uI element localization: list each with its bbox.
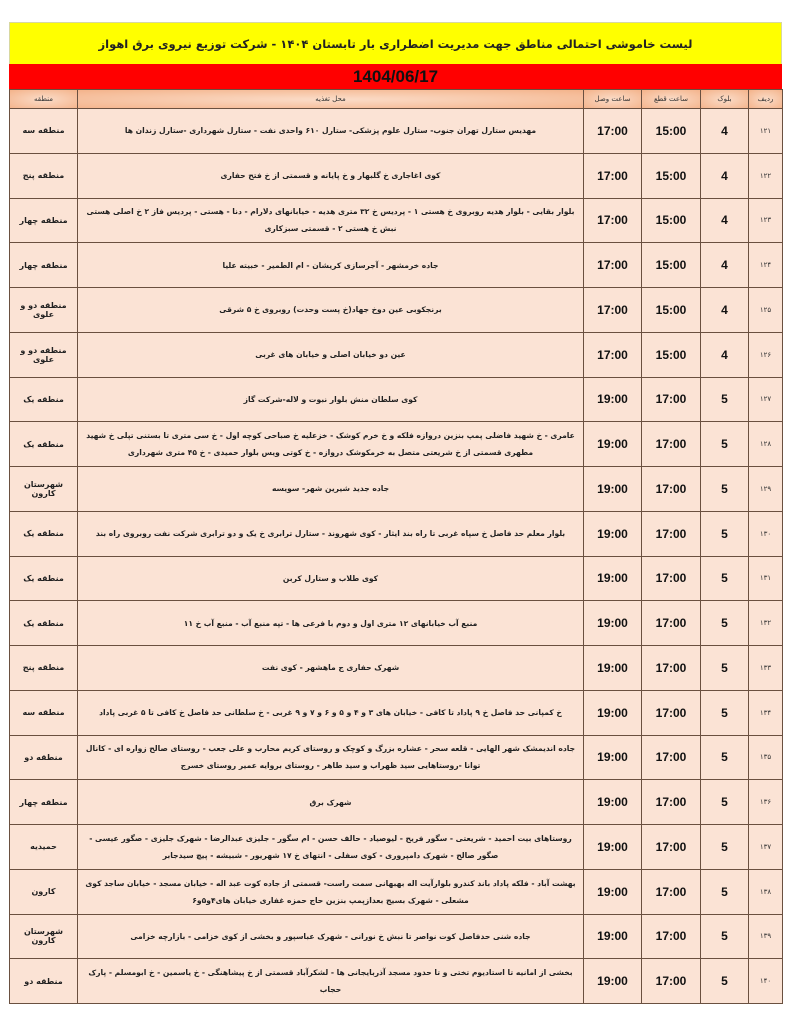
table-cell-cut-time: 17:00 [642, 780, 701, 825]
table-cell-connect-time: 19:00 [584, 869, 642, 914]
table-cell-block: 4 [701, 153, 749, 198]
table-row [10, 198, 783, 243]
table-cell-region: منطقه چهار [10, 198, 78, 243]
table-cell-block: 4 [701, 109, 749, 154]
header-block: بلوک [701, 90, 749, 109]
table-row [10, 467, 783, 512]
table-cell-row: ۱۳۴ [749, 690, 783, 735]
table-cell-connect-time: 19:00 [584, 601, 642, 646]
table-cell-location: بخشی از امانیه تا استادیوم تختی و تا حدود مسجد آذربایجانی ها - لشکرآباد قسمتی از خ پیشاهنگی - خ یاسمین - خ ابومسلم - پارک حجاب [78, 959, 584, 1004]
table-cell-row: ۱۳۷ [749, 825, 783, 870]
table-cell-cut-time: 17:00 [642, 959, 701, 1004]
table-cell-connect-time: 17:00 [584, 198, 642, 243]
table-cell-connect-time: 17:00 [584, 109, 642, 154]
table-cell-region: منطقه سه [10, 690, 78, 735]
sheet-date: 1404/06/17 [9, 64, 782, 89]
table-cell-row: ۱۲۴ [749, 243, 783, 288]
table-cell-location: عین دو خیابان اصلی و خیابان های غربی [78, 332, 584, 377]
table-cell-row: ۱۲۵ [749, 288, 783, 333]
table-row [10, 377, 783, 422]
header-region: منطقه [10, 90, 78, 109]
table-cell-region: شهرستان کارون [10, 914, 78, 959]
table-cell-location: کوی طلاب و ستارل کربن [78, 556, 584, 601]
table-cell-connect-time: 19:00 [584, 467, 642, 512]
table-cell-region: منطقه دو [10, 735, 78, 780]
table-cell-connect-time: 19:00 [584, 825, 642, 870]
table-cell-region: منطقه دو و علوی [10, 288, 78, 333]
table-cell-cut-time: 17:00 [642, 646, 701, 691]
table-row [10, 735, 783, 780]
table-cell-location: روستاهای بیت احمید - شریعتی - سگور فریح - لیوصیاد - حالف حسن - ام سگور - جلیزی عبدالرضا - شهرک جلیزی - صگور عیسی - صگور صالح - شهرک دامپروری - کوی سفلی - انتهای خ ۱۷ شهریور - شبیشه - پیچ سیدجابر [78, 825, 584, 870]
table-cell-location: منبع آب خیابانهای ۱۲ متری اول و دوم با فرعی ها - تپه منبع آب - منبع آب خ ۱۱ [78, 601, 584, 646]
table-cell-region: منطقه دو [10, 959, 78, 1004]
table-cell-connect-time: 19:00 [584, 780, 642, 825]
table-cell-connect-time: 19:00 [584, 556, 642, 601]
table-row [10, 869, 783, 914]
table-row [10, 243, 783, 288]
header-location: محل تغذیه [78, 90, 584, 109]
table-cell-cut-time: 17:00 [642, 377, 701, 422]
table-cell-cut-time: 15:00 [642, 288, 701, 333]
table-cell-connect-time: 19:00 [584, 959, 642, 1004]
table-cell-connect-time: 17:00 [584, 153, 642, 198]
table-cell-region: منطقه پنج [10, 153, 78, 198]
table-cell-row: ۱۲۱ [749, 109, 783, 154]
table-cell-cut-time: 15:00 [642, 332, 701, 377]
table-cell-region: منطقه چهار [10, 780, 78, 825]
table-row [10, 780, 783, 825]
table-cell-location: کوی سلطان منش بلوار نبوت و لاله-شرکت گاز [78, 377, 584, 422]
table-cell-connect-time: 19:00 [584, 422, 642, 467]
table-cell-row: ۱۲۷ [749, 377, 783, 422]
table-cell-block: 5 [701, 646, 749, 691]
table-row [10, 825, 783, 870]
table-cell-region: کارون [10, 869, 78, 914]
table-cell-cut-time: 17:00 [642, 556, 701, 601]
table-row [10, 422, 783, 467]
table-cell-location: کوی اغاجاری خ گلبهار و خ پایانه و قسمتی از خ فتح حفاری [78, 153, 584, 198]
header-connect-time: ساعت وصل [584, 90, 642, 109]
table-cell-row: ۱۳۶ [749, 780, 783, 825]
table-cell-block: 5 [701, 959, 749, 1004]
table-row [10, 153, 783, 198]
table-cell-block: 5 [701, 422, 749, 467]
table-cell-location: برنجکوبی عین دوخ جهاد(خ پست وحدت) روبروی خ ۵ شرقی [78, 288, 584, 333]
table-cell-region: منطقه یک [10, 601, 78, 646]
table-cell-cut-time: 15:00 [642, 109, 701, 154]
table-cell-row: ۱۲۲ [749, 153, 783, 198]
table-cell-connect-time: 17:00 [584, 288, 642, 333]
table-cell-cut-time: 17:00 [642, 825, 701, 870]
table-cell-region: شهرستان کارون [10, 467, 78, 512]
table-cell-row: ۱۲۶ [749, 332, 783, 377]
table-cell-cut-time: 15:00 [642, 153, 701, 198]
table-cell-cut-time: 17:00 [642, 690, 701, 735]
table-row [10, 109, 783, 154]
table-cell-block: 5 [701, 467, 749, 512]
table-row [10, 332, 783, 377]
table-cell-location: جاده اندیمشک شهر الهایی - قلعه سحر - عشاره بزرگ و کوچک و روستای کریم محارب و علی جعب - روستای صالح زواره ای - کانال توانا -روستاهایی سید ظهراب و سید طاهر - روستای بروایه عمیر روستای خسرج [78, 735, 584, 780]
table-cell-cut-time: 17:00 [642, 914, 701, 959]
table-cell-region: حمیدیه [10, 825, 78, 870]
table-cell-location: شهرک حفاری ج ماهشهر - کوی نفت [78, 646, 584, 691]
table-cell-row: ۱۳۱ [749, 556, 783, 601]
table-cell-row: ۱۲۹ [749, 467, 783, 512]
table-cell-connect-time: 19:00 [584, 690, 642, 735]
table-cell-region: منطقه سه [10, 109, 78, 154]
table-row [10, 959, 783, 1004]
table-cell-block: 5 [701, 914, 749, 959]
table-cell-connect-time: 19:00 [584, 377, 642, 422]
table-cell-connect-time: 19:00 [584, 914, 642, 959]
table-cell-row: ۱۳۲ [749, 601, 783, 646]
table-cell-location: بلوار بقایی - بلوار هدیه روبروی خ هستی ۱ - پردیس خ ۳۲ متری هدیه - خیابانهای دلارام - دنا - هستی - پردیس فاز ۲ خ اصلی هستی نبش خ هستی ۲ - قسمتی سبزکاری [78, 198, 584, 243]
table-cell-block: 4 [701, 243, 749, 288]
table-cell-connect-time: 19:00 [584, 511, 642, 556]
header-row: ردیف [749, 90, 783, 109]
table-cell-row: ۱۳۵ [749, 735, 783, 780]
table-cell-row: ۱۴۰ [749, 959, 783, 1004]
table-row [10, 646, 783, 691]
table-cell-connect-time: 17:00 [584, 243, 642, 288]
table-cell-block: 5 [701, 690, 749, 735]
table-cell-region: منطقه دو و علوی [10, 332, 78, 377]
table-cell-region: منطقه یک [10, 377, 78, 422]
outage-sheet [9, 22, 782, 1004]
table-row [10, 288, 783, 333]
table-row [10, 601, 783, 646]
sheet-title: لیست خاموشی احتمالی مناطق جهت مدیریت اضطراری بار تابستان ۱۴۰۴ - شرکت توزیع نیروی برق اهواز [9, 22, 782, 64]
table-cell-block: 5 [701, 869, 749, 914]
table-row [10, 511, 783, 556]
table-cell-block: 4 [701, 288, 749, 333]
table-cell-block: 5 [701, 825, 749, 870]
table-cell-region: منطقه یک [10, 422, 78, 467]
table-cell-row: ۱۳۹ [749, 914, 783, 959]
table-row [10, 556, 783, 601]
table-cell-cut-time: 17:00 [642, 467, 701, 512]
table-cell-cut-time: 17:00 [642, 422, 701, 467]
table-cell-cut-time: 17:00 [642, 869, 701, 914]
table-row [10, 690, 783, 735]
table-cell-block: 4 [701, 198, 749, 243]
table-cell-location: خ کمپانی حد فاصل خ ۹ پاداد تا کافی - خیابان های ۳ و ۴ و ۵ و ۶ و ۷ و ۹ غربی - خ سلطانی حد فاصل خ کافی تا ۵ غربی پاداد [78, 690, 584, 735]
table-cell-location: مهدیس ستارل تهران جنوب- ستارل علوم پزشکی- ستارل ۶۱۰ واحدی نفت - ستارل شهرداری -ستارل زندان ها [78, 109, 584, 154]
table-cell-connect-time: 19:00 [584, 735, 642, 780]
table-cell-region: منطقه یک [10, 511, 78, 556]
table-cell-location: جاده جدید شیرین شهر- سویسه [78, 467, 584, 512]
header-cut-time: ساعت قطع [642, 90, 701, 109]
outage-table [9, 89, 783, 1004]
table-cell-block: 5 [701, 601, 749, 646]
table-cell-location: بهشت آباد - فلکه پاداد باند کندرو بلوارآیت اله بهبهانی سمت راست- قسمتی از جاده کوت عبد اله - خیابان مسجد - خیابان ساجد کوی مشعلی - شهرک بسیج بعدازپمپ بنزین حاج حمزه غفاری خیابان های۴و۵و۶ [78, 869, 584, 914]
table-cell-row: ۱۳۸ [749, 869, 783, 914]
table-cell-row: ۱۳۳ [749, 646, 783, 691]
table-cell-region: منطقه چهار [10, 243, 78, 288]
table-cell-row: ۱۲۳ [749, 198, 783, 243]
table-cell-cut-time: 17:00 [642, 601, 701, 646]
table-row [10, 914, 783, 959]
table-cell-cut-time: 15:00 [642, 198, 701, 243]
table-cell-location: عامری - خ شهید فاضلی پمپ بنزین دروازه فلکه و خ خرم کوشک - خزعلیه خ صباحی کوچه اول - خ سی متری تا بستنی تپلی خ شهید مطهری قسمتی از خ شریعتی متصل به خرمکوشک دروازه - خ کوتی ویس بلوار حمیدی - خ ۴۵ متری شهرداری [78, 422, 584, 467]
table-cell-block: 5 [701, 780, 749, 825]
table-cell-block: 5 [701, 377, 749, 422]
table-cell-block: 5 [701, 556, 749, 601]
table-cell-cut-time: 17:00 [642, 735, 701, 780]
table-cell-connect-time: 17:00 [584, 332, 642, 377]
table-cell-block: 5 [701, 511, 749, 556]
table-cell-location: شهرک برق [78, 780, 584, 825]
table-cell-block: 5 [701, 735, 749, 780]
table-cell-location: جاده خرمشهر - آجرسازی کریشان - ام الطمیر - خبیته علیا [78, 243, 584, 288]
table-cell-cut-time: 15:00 [642, 243, 701, 288]
table-header-row [10, 90, 783, 109]
table-cell-row: ۱۳۰ [749, 511, 783, 556]
table-cell-region: منطقه پنج [10, 646, 78, 691]
table-cell-block: 4 [701, 332, 749, 377]
table-cell-region: منطقه یک [10, 556, 78, 601]
table-cell-location: جاده شنی حدفاصل کوت نواصر تا نبش خ نورانی - شهرک عباسپور و بخشی از کوی خزامی - بازارچه خزامی [78, 914, 584, 959]
table-cell-row: ۱۲۸ [749, 422, 783, 467]
table-cell-location: بلوار معلم حد فاصل خ سپاه غربی تا راه بند ایثار - کوی شهروند - ستارل ترابری خ یک و دو ترابری شرکت نفت روبروی راه بند [78, 511, 584, 556]
table-cell-connect-time: 19:00 [584, 646, 642, 691]
table-cell-cut-time: 17:00 [642, 511, 701, 556]
